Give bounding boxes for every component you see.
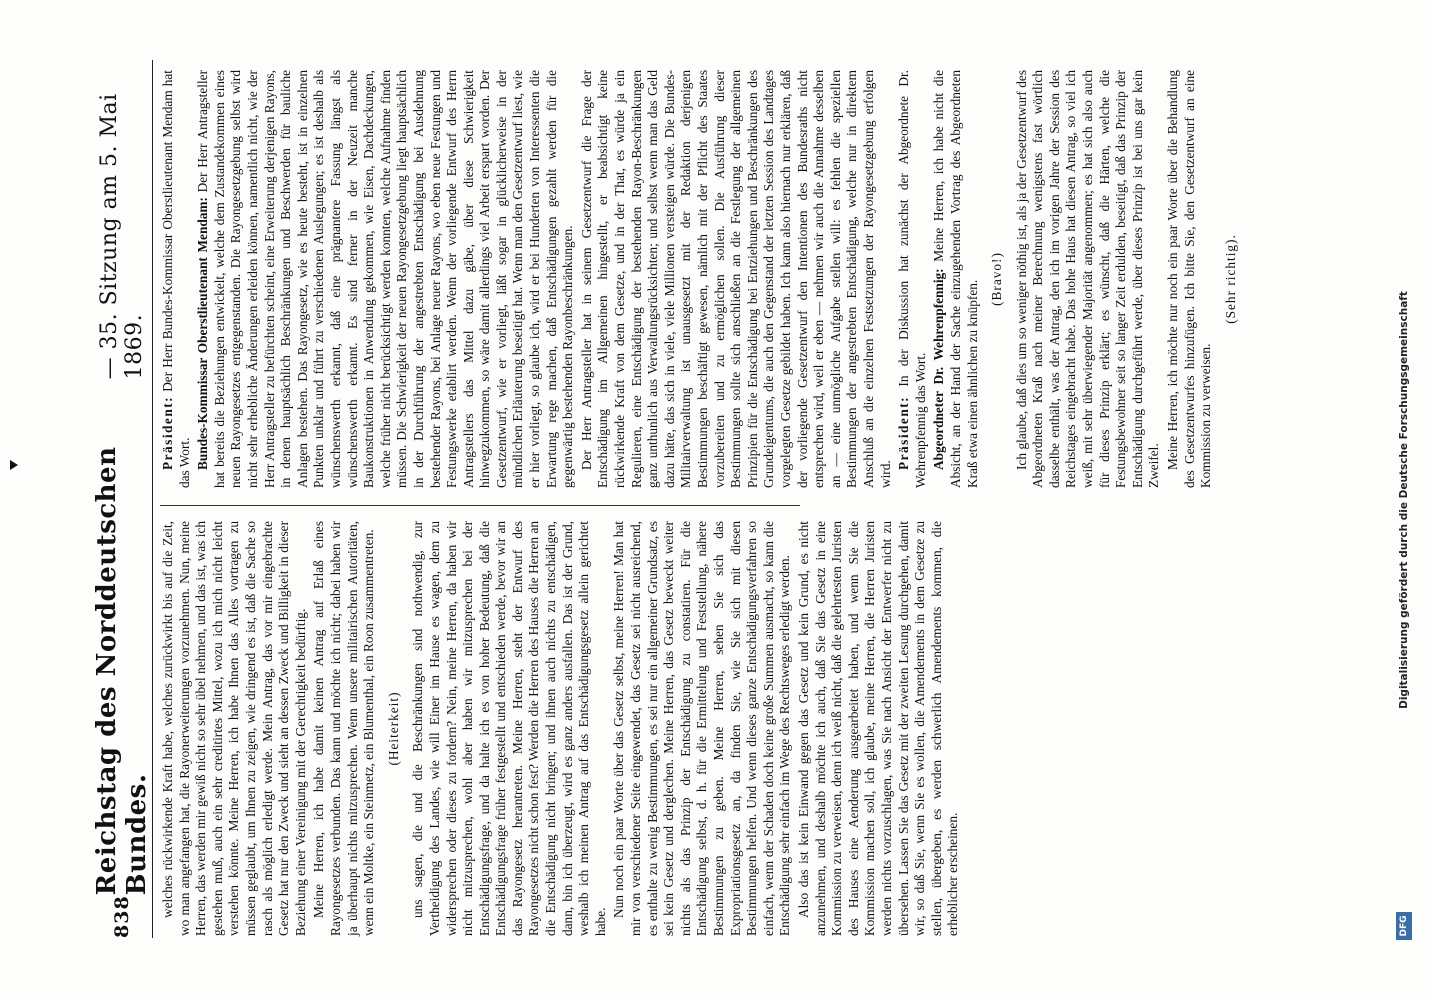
session-date: — 35. Sitzung am 5. Mai 1869. xyxy=(97,93,147,380)
speech-text: Der Herr Antragsteller hat bereits die Beziehungen entwickelt, welche dem Zustandekommen eines neuen Rayongesetzes entgegenstanden. Die Rayongesetzgebung selbst wird nicht sehr erhebliche Änderungen erleiden können, namentlich nicht, wie der Herr Antragsteller zu befürchten scheint, eine Erweiterung derjenigen Rayons, in denen hauptsächlich Beschränkungen und Beschwerden für bauliche Anlagen bestehen. Das Rayongesetz, wie es heute besteht, ist in einzelnen Punkten unklar und führt zu verschiedenen Auslegungen; es ist deshalb als wünschenswerth erkannt, daß eine prägnantere Fassung längst als wünschenswerth erkannt. Es sind ferner in der Neuzeit manche Baukonstruktionen in Anwendung gekommen, wie Eisen, Dachdeckungen, welche früher nicht berücksichtigt werden konnten, welche Aufnahme finden müssen. Die Schwierigkeit der neuen Rayongesetzgebung liegt hauptsächlich in der Durchführung der angestrebten Entschädigung bei Ausdehnung bestehender Rayons, bei Anlage neuer Rayons, wo eben neue Festungen und Festungswerke etablirt werden. Wenn der vorliegende Entwurf des Herrn Antragstellers das Mittel dazu gäbe, über diese Schwierigkeit hinwegzukommen, so wäre damit allerdings viel Arbeit erspart worden. Der Gesetzentwurf, wie er vorliegt, läßt sogar in glücklicherweise in der mündlichen Erläuterung beseitigt hat. Wenn man den Gesetzentwurf liest, wie er hier vorliegt, so glaube ich, wird er bei Hunderten von Interessenten die Erwartung rege machen, daß Entschädigungen gezahlt werden für die gegenwärtig bestehenden Rayonbeschränkungen. xyxy=(195,70,576,488)
paragraph: Meine Herren, ich möchte nur noch ein paar Worte über die Behandlung des Gesetzentwurfes hinzufügen. Ich bitte Sie, den Gesetzentwurf an eine Kommission zu verweisen. xyxy=(1165,70,1214,488)
left-text-column xyxy=(160,521,961,936)
header-rule xyxy=(152,60,153,938)
paragraph: Der Herr Antragsteller hat in seinem Gesetzentwurf die Frage der Entschädigung im Allgemeinen hingestellt, er beabsichtigt keine rückwirkende Kraft von dem Gesetze, und in der That, es würde ja ein Regulieren, eine Entschädigung der bestehenden Rayon-Beschränkungen ganz unthunlich aus Verwaltungsrücksichten; und selbst wenn man das Geld dazu hätte, das sich in viele, viele Millionen versteigen würde. Die Bundes-Militairverwaltung ist unausgesetzt mit der Redaktion derjenigen Bestimmungen beschäftigt gewesen, nämlich mit der Pflicht des Staates vorzubereiten und zu ermöglichen sollen. Die Ausführung dieser Bestimmungen sollte sich anschließen an die Festlegung der allgemeinen Prinzipien für die Entschädigung bei Entziehungen und Beschränkungen des Grundeigentums, die auch den Gegenstand der letzten Session des Landtages vorgelegten Gesetze gebildet haben. Ich kann also hiernach nur erklären, daß der vorliegende Gesetzentwurf den Intentionen des Bundesraths nicht entsprechen wird, weil er eben — nehmen wir auch die Annahme desselben an — eine unmögliche Aufgabe stellen will: es fehlen die speziellen Bestimmungen der angestrebten Entschädigung, welche nur in direktem Anschluß an die einzelnen Festsetzungen der Rayongesetzgebung erfolgen wird. xyxy=(578,70,893,488)
speaker-label: Präsident: xyxy=(160,395,175,470)
paragraph: uns sagen, die und die Beschränkungen sind nothwendig, zur Vertheidigung des Landes, wie will Einer im Hause es wagen, dem zu widersprechen oder dieses zu fordern? Nein, meine Herren, da haben wir nicht mitzusprechen, wohl aber haben wir mitzusprechen bei der Entschädigungsfrage, und da halte ich es von hoher Bedeutung, daß die Entschädigungsfrage früher festgestellt und entschieden werde, bevor wir an das Rayongesetz herantreten. Meine Herren, steht der Entwurf des Rayongesetzes nicht schon fest? Werden die Herren des Hauses die Herren an die Entschädigung nicht bringen; und ihnen auch nichts zu entschädigen, dann, bin ich überzeugt, wird es ganz anders ausfallen. Das ist der Grund, weshalb ich meinen Antrag auf das Entschädigungsgesetz allein gerichtet habe. xyxy=(410,521,608,936)
page-title: Reichstag des Norddeutschen Bundes. xyxy=(92,446,152,896)
interjection: (Heiterkeit) xyxy=(385,691,401,766)
scan-marker-icon xyxy=(10,460,18,470)
speech-paragraph xyxy=(160,70,193,488)
speech-text: Meine Herren, ich habe nicht die Absicht, an der Hand der Sache einzugehenden Vortrag des Abgeordneten Kraß etwa einen ähnlichen zu knüpfen. xyxy=(931,70,980,488)
interjection: (Sehr richtig). xyxy=(1222,234,1238,324)
paragraph: Ich glaube, daß dies um so weniger nöthig ist, als ja der Gesetzentwurf des Abgeordneten Kraß nach meiner Berechnung wenigstens fast wörtlich dasselbe enthält, was der Antrag, den ich im vorigen Jahre der Session des Reichstages eingebracht habe. Das hohe Haus hat diesen Antrag, so viel ich weiß, mit sehr überwiegender Majorität angenommen; es hat sich also auch für dieses Prinzip erklärt; es wünscht, daß die Härten, welche die Festungsbewohner seit so langer Zeit erdulden, beseitigt, daß das Prinzip der Entschädigung durchgeführt werde, über dieses Prinzip ist bei uns gar kein Zweifel. xyxy=(1013,70,1162,488)
paragraph: welches rückwirkende Kraft habe, welches zurückwirkt bis auf die Zeit, wo man angefangen hat, die Rayonerweiterungen vorzunehmen. Nun, meine Herren, das werden mir gewiß nicht so sehr übel nehmen, und das ist, was ich gestehen muß, auch ein sehr creditirtes Mittel, wozu ich mich nicht leicht verstehen könnte. Meine Herren, ich habe Ihnen das Alles vortragen zu müssen geglaubt, um Ihnen zu zeigen, wie dringend es ist, daß die Sache so rasch als möglich erledigt werde. Mein Antrag, das vor mir eingebrachte Gesetz hat nur den Zweck und sieht an dessen Zweck und Billigkeit in dieser Beziehung einer Vereinigung mit der Gerechtigkeit bedürftig. xyxy=(160,521,308,936)
paragraph: Meine Herren, ich habe damit keinen Antrag auf Erlaß eines Rayongesetzes verbunden. Das kann und möchte ich nicht; dabei haben wir ja überhaupt nichts mitzusprechen. Wenn unsere militairischen Autoritäten, wenn ein Moltke, ein Steinmetz, ein Blumenthal, ein Roon zusammentreten. xyxy=(311,521,377,936)
speech-text: Der Herr Bundes-Kommissar Oberstlieutenant Mendam hat das Wort. xyxy=(160,69,192,488)
interjection: (Bravo!) xyxy=(989,252,1005,306)
speaker-label: Präsident: xyxy=(896,395,912,470)
speaker-label: Bundes-Kommissar Oberstlieutenant Mendam: xyxy=(195,197,211,470)
page-header xyxy=(92,60,152,938)
speech-paragraph xyxy=(896,70,929,488)
page-number: 838 xyxy=(111,895,133,938)
speech-paragraph xyxy=(931,70,981,488)
speech-paragraph xyxy=(195,70,577,488)
dfg-logo: DFG xyxy=(1396,912,1412,940)
paragraph: Nun noch ein paar Worte über das Gesetz selbst, meine Herren! Man hat mir von verschiedener Seite eingewendet, das Gesetz sei nicht ausreichend, es enthalte zu wenig Bestimmungen, es sei nur ein allgemeiner Grundsatz, es sei kein Gesetz und derglechen. Meine Herren, das Gesetz beweckt weiter nichts als das Prinzip der Entschädigung zu constatiren. Für die Entschädigung selbst, d. h. für die Ermittelung und Feststellung, nähere Bestimmungen zu geben. Meine Herren, sehen Sie sich das Expropriationsgesetz an, da finden Sie, wie Sie sich mit diesen Bestimmungen helfen. Und wenn dieses ganze Entschädigungsverfahren so einfach, wenn der Schaden doch keine große Summen ausmacht, so kann die Entschädigung sehr einfach im Wege des Rechtsweges erledigt werden. xyxy=(611,521,793,936)
speech-text: In der Diskussion hat zunächst der Abgeordnete Dr. Wehrenpfennig das Wort. xyxy=(896,70,928,488)
paragraph: Also das ist kein Einwand gegen das Gesetz und kein Grund, es nicht anzunehmen, und deshalb möchte ich auch, daß Sie das Gesetz in eine Kommission zu verweisen, denn ich weiß nicht, daß die gelehrtesten Juristen des Hauses eine Aenderung ausgearbeitet haben, und wenn Sie die Kommission machen soll, ich glaube, meine Herren, die Herren Juristen werden nichts vorzuschlagen, was Sie nach Ansicht der Entwerfer nicht zu übersehen. Lassen Sie das Gesetz mit der zweiten Lesung durchgehen, damit wir, so daß Sie, wenn Sie es wollen, die Amendements in dem Gesetze zu stellen, übergeben, es werden schwerlich Amendements kommen, die erheblicher erscheinen. xyxy=(795,521,961,936)
column-divider xyxy=(160,505,800,506)
right-text-column xyxy=(160,69,1238,488)
speaker-label: Abgeordneter Dr. Wehrenpfennig: xyxy=(931,268,947,470)
digitization-credit: Digitalisierung gefördert durch die Deutsche Forschungsgemeinschaft xyxy=(1398,291,1410,709)
